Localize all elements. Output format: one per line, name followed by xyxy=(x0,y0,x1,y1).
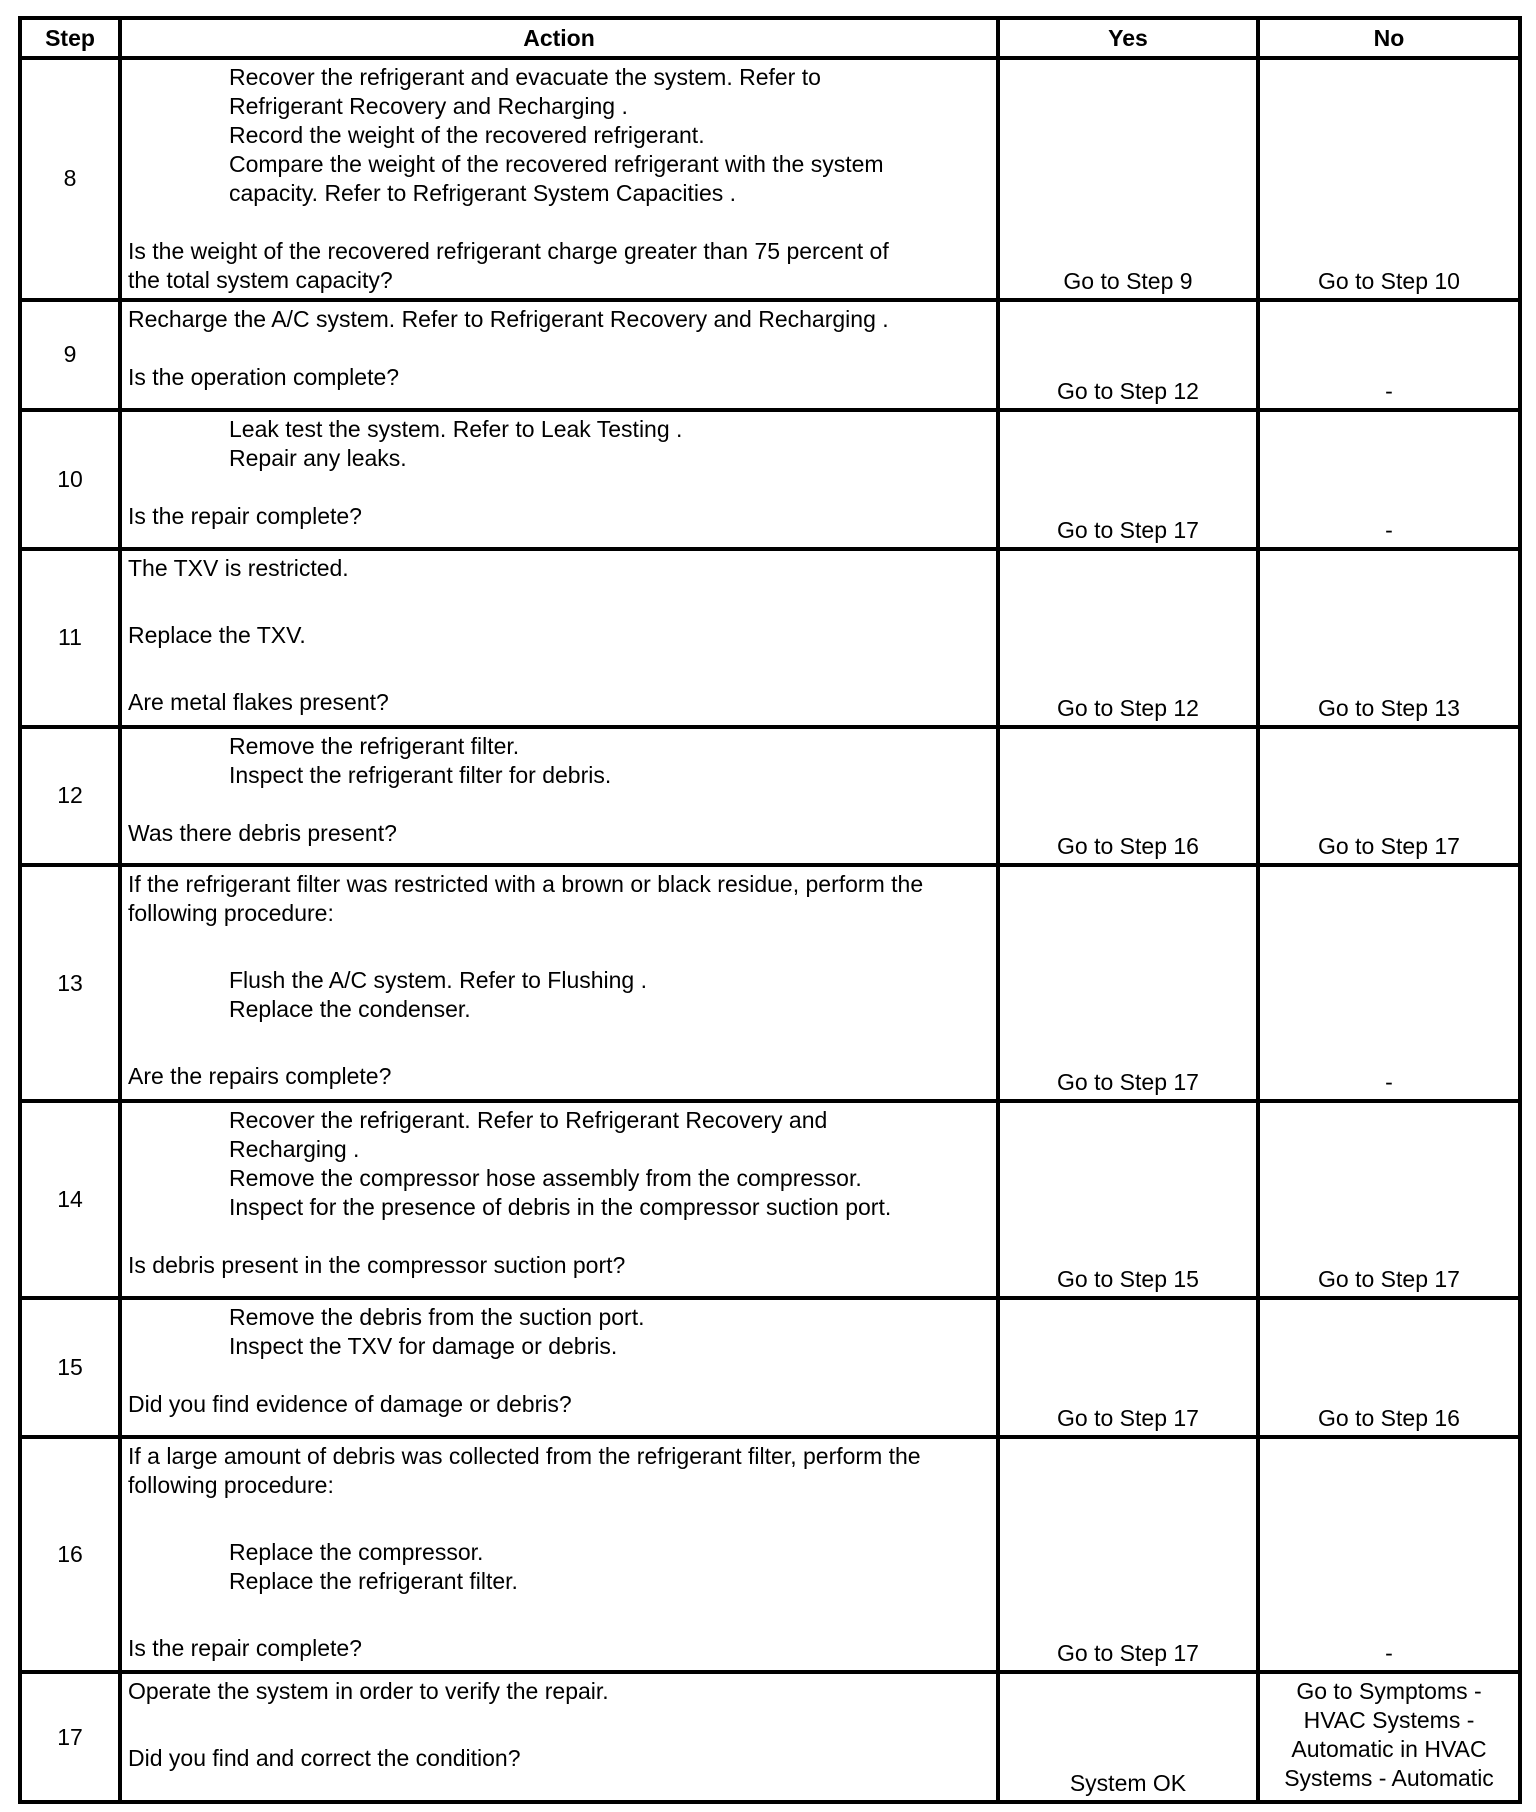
header-no: No xyxy=(1258,18,1520,58)
action-line: capacity. Refer to Refrigerant System Capacities . xyxy=(229,180,737,206)
action-cell xyxy=(120,1101,998,1298)
action-line: Operate the system in order to verify the repair. xyxy=(128,1678,609,1705)
action-line: Flush the A/C system. Refer to Flushing . xyxy=(229,967,647,994)
header-action: Action xyxy=(120,18,998,58)
action-line: Recharge the A/C system. Refer to Refrigerant Recovery and Recharging . xyxy=(128,305,889,332)
step-number: 13 xyxy=(20,865,120,1101)
yes-cell: Go to Step 17 xyxy=(998,865,1258,1101)
question-line: Did you find and correct the condition? xyxy=(128,1745,521,1772)
intro-line: following procedure: xyxy=(128,1471,334,1498)
action-line: Replace the compressor. xyxy=(229,1538,484,1565)
table-row xyxy=(20,727,1520,866)
no-cell: Go to Step 10 xyxy=(1258,58,1520,300)
action-line: Inspect the TXV for damage or debris. xyxy=(229,1333,618,1360)
action-cell xyxy=(120,410,998,549)
action-line: Remove the debris from the suction port. xyxy=(229,1304,645,1331)
action-line: Repair any leaks. xyxy=(229,445,407,472)
header-step: Step xyxy=(20,18,120,58)
step-number: 10 xyxy=(20,410,120,549)
action-cell xyxy=(120,865,998,1101)
question-line: the total system capacity? xyxy=(128,267,393,293)
step-number: 11 xyxy=(20,549,120,727)
action-cell xyxy=(120,1437,998,1673)
no-line: Go to Symptoms - xyxy=(1296,1678,1482,1705)
action-cell xyxy=(120,727,998,866)
action-line: Replace the refrigerant filter. xyxy=(229,1567,518,1594)
step-number: 9 xyxy=(20,300,120,410)
table-row xyxy=(20,549,1520,727)
table-row xyxy=(20,1672,1520,1802)
action-line: Refrigerant Recovery and Recharging . xyxy=(229,93,628,119)
action-line: Inspect for the presence of debris in the compressor suction port. xyxy=(229,1193,892,1220)
no-cell: - xyxy=(1258,865,1520,1101)
header-yes: Yes xyxy=(998,18,1258,58)
yes-cell: Go to Step 12 xyxy=(998,300,1258,410)
no-cell: - xyxy=(1258,1437,1520,1673)
no-cell xyxy=(1258,1672,1520,1802)
action-line: Recover the refrigerant and evacuate the system. Refer to xyxy=(229,64,821,90)
header-row xyxy=(20,18,1520,58)
no-cell: Go to Step 16 xyxy=(1258,1298,1520,1437)
action-line: Inspect the refrigerant filter for debris. xyxy=(229,761,612,788)
step-number: 15 xyxy=(20,1298,120,1437)
step-number: 12 xyxy=(20,727,120,866)
yes-cell: Go to Step 16 xyxy=(998,727,1258,866)
table-row xyxy=(20,300,1520,410)
table-row xyxy=(20,865,1520,1101)
question-line: Is the repair complete? xyxy=(128,1634,362,1661)
question-line: Are metal flakes present? xyxy=(128,688,389,715)
action-line: Record the weight of the recovered refrigerant. xyxy=(229,122,705,148)
action-line: Remove the compressor hose assembly from the compressor. xyxy=(229,1164,862,1191)
intro-line: If a large amount of debris was collected from the refrigerant filter, perform the xyxy=(128,1442,921,1469)
action-cell xyxy=(120,1298,998,1437)
step-number: 17 xyxy=(20,1672,120,1802)
yes-cell: Go to Step 15 xyxy=(998,1101,1258,1298)
table-row xyxy=(20,410,1520,549)
action-line: Replace the TXV. xyxy=(128,621,306,648)
yes-cell: System OK xyxy=(998,1672,1258,1802)
step-number: 16 xyxy=(20,1437,120,1673)
yes-cell: Go to Step 17 xyxy=(998,1437,1258,1673)
action-cell xyxy=(120,300,998,410)
question-line: Was there debris present? xyxy=(128,819,397,846)
action-cell xyxy=(120,1672,998,1802)
action-cell xyxy=(120,58,998,300)
no-line: Systems - Automatic xyxy=(1284,1765,1494,1792)
diagnostic-table xyxy=(18,16,1522,1804)
table-row xyxy=(20,58,1520,300)
action-cell xyxy=(120,549,998,727)
table-row xyxy=(20,1437,1520,1673)
action-line: The TXV is restricted. xyxy=(128,554,349,581)
table-row xyxy=(20,1101,1520,1298)
action-line: Replace the condenser. xyxy=(229,996,471,1023)
action-line: Compare the weight of the recovered refrigerant with the system xyxy=(229,151,884,177)
action-line: Remove the refrigerant filter. xyxy=(229,732,520,759)
question-line: Is the repair complete? xyxy=(128,503,362,530)
question-line: Is the operation complete? xyxy=(128,363,400,390)
no-cell: Go to Step 17 xyxy=(1258,1101,1520,1298)
table-row xyxy=(20,1298,1520,1437)
step-number: 8 xyxy=(20,58,120,300)
no-cell: Go to Step 13 xyxy=(1258,549,1520,727)
action-line: Recover the refrigerant. Refer to Refrigerant Recovery and xyxy=(229,1106,828,1133)
no-cell: - xyxy=(1258,300,1520,410)
yes-cell: Go to Step 17 xyxy=(998,410,1258,549)
action-line: Leak test the system. Refer to Leak Testing . xyxy=(229,416,683,443)
question-line: Did you find evidence of damage or debris? xyxy=(128,1391,572,1418)
question-line: Is debris present in the compressor suction port? xyxy=(128,1251,626,1278)
intro-line: If the refrigerant filter was restricted with a brown or black residue, perform the xyxy=(128,871,924,898)
yes-cell: Go to Step 9 xyxy=(998,58,1258,300)
yes-cell: Go to Step 17 xyxy=(998,1298,1258,1437)
intro-line: following procedure: xyxy=(128,900,334,927)
no-line: HVAC Systems - xyxy=(1303,1707,1475,1734)
question-line: Are the repairs complete? xyxy=(128,1063,392,1090)
question-line: Is the weight of the recovered refrigerant charge greater than 75 percent of xyxy=(128,238,889,264)
no-cell: - xyxy=(1258,410,1520,549)
step-number: 14 xyxy=(20,1101,120,1298)
no-line: Automatic in HVAC xyxy=(1291,1736,1487,1763)
no-cell: Go to Step 17 xyxy=(1258,727,1520,866)
yes-cell: Go to Step 12 xyxy=(998,549,1258,727)
action-line: Recharging . xyxy=(229,1135,360,1162)
